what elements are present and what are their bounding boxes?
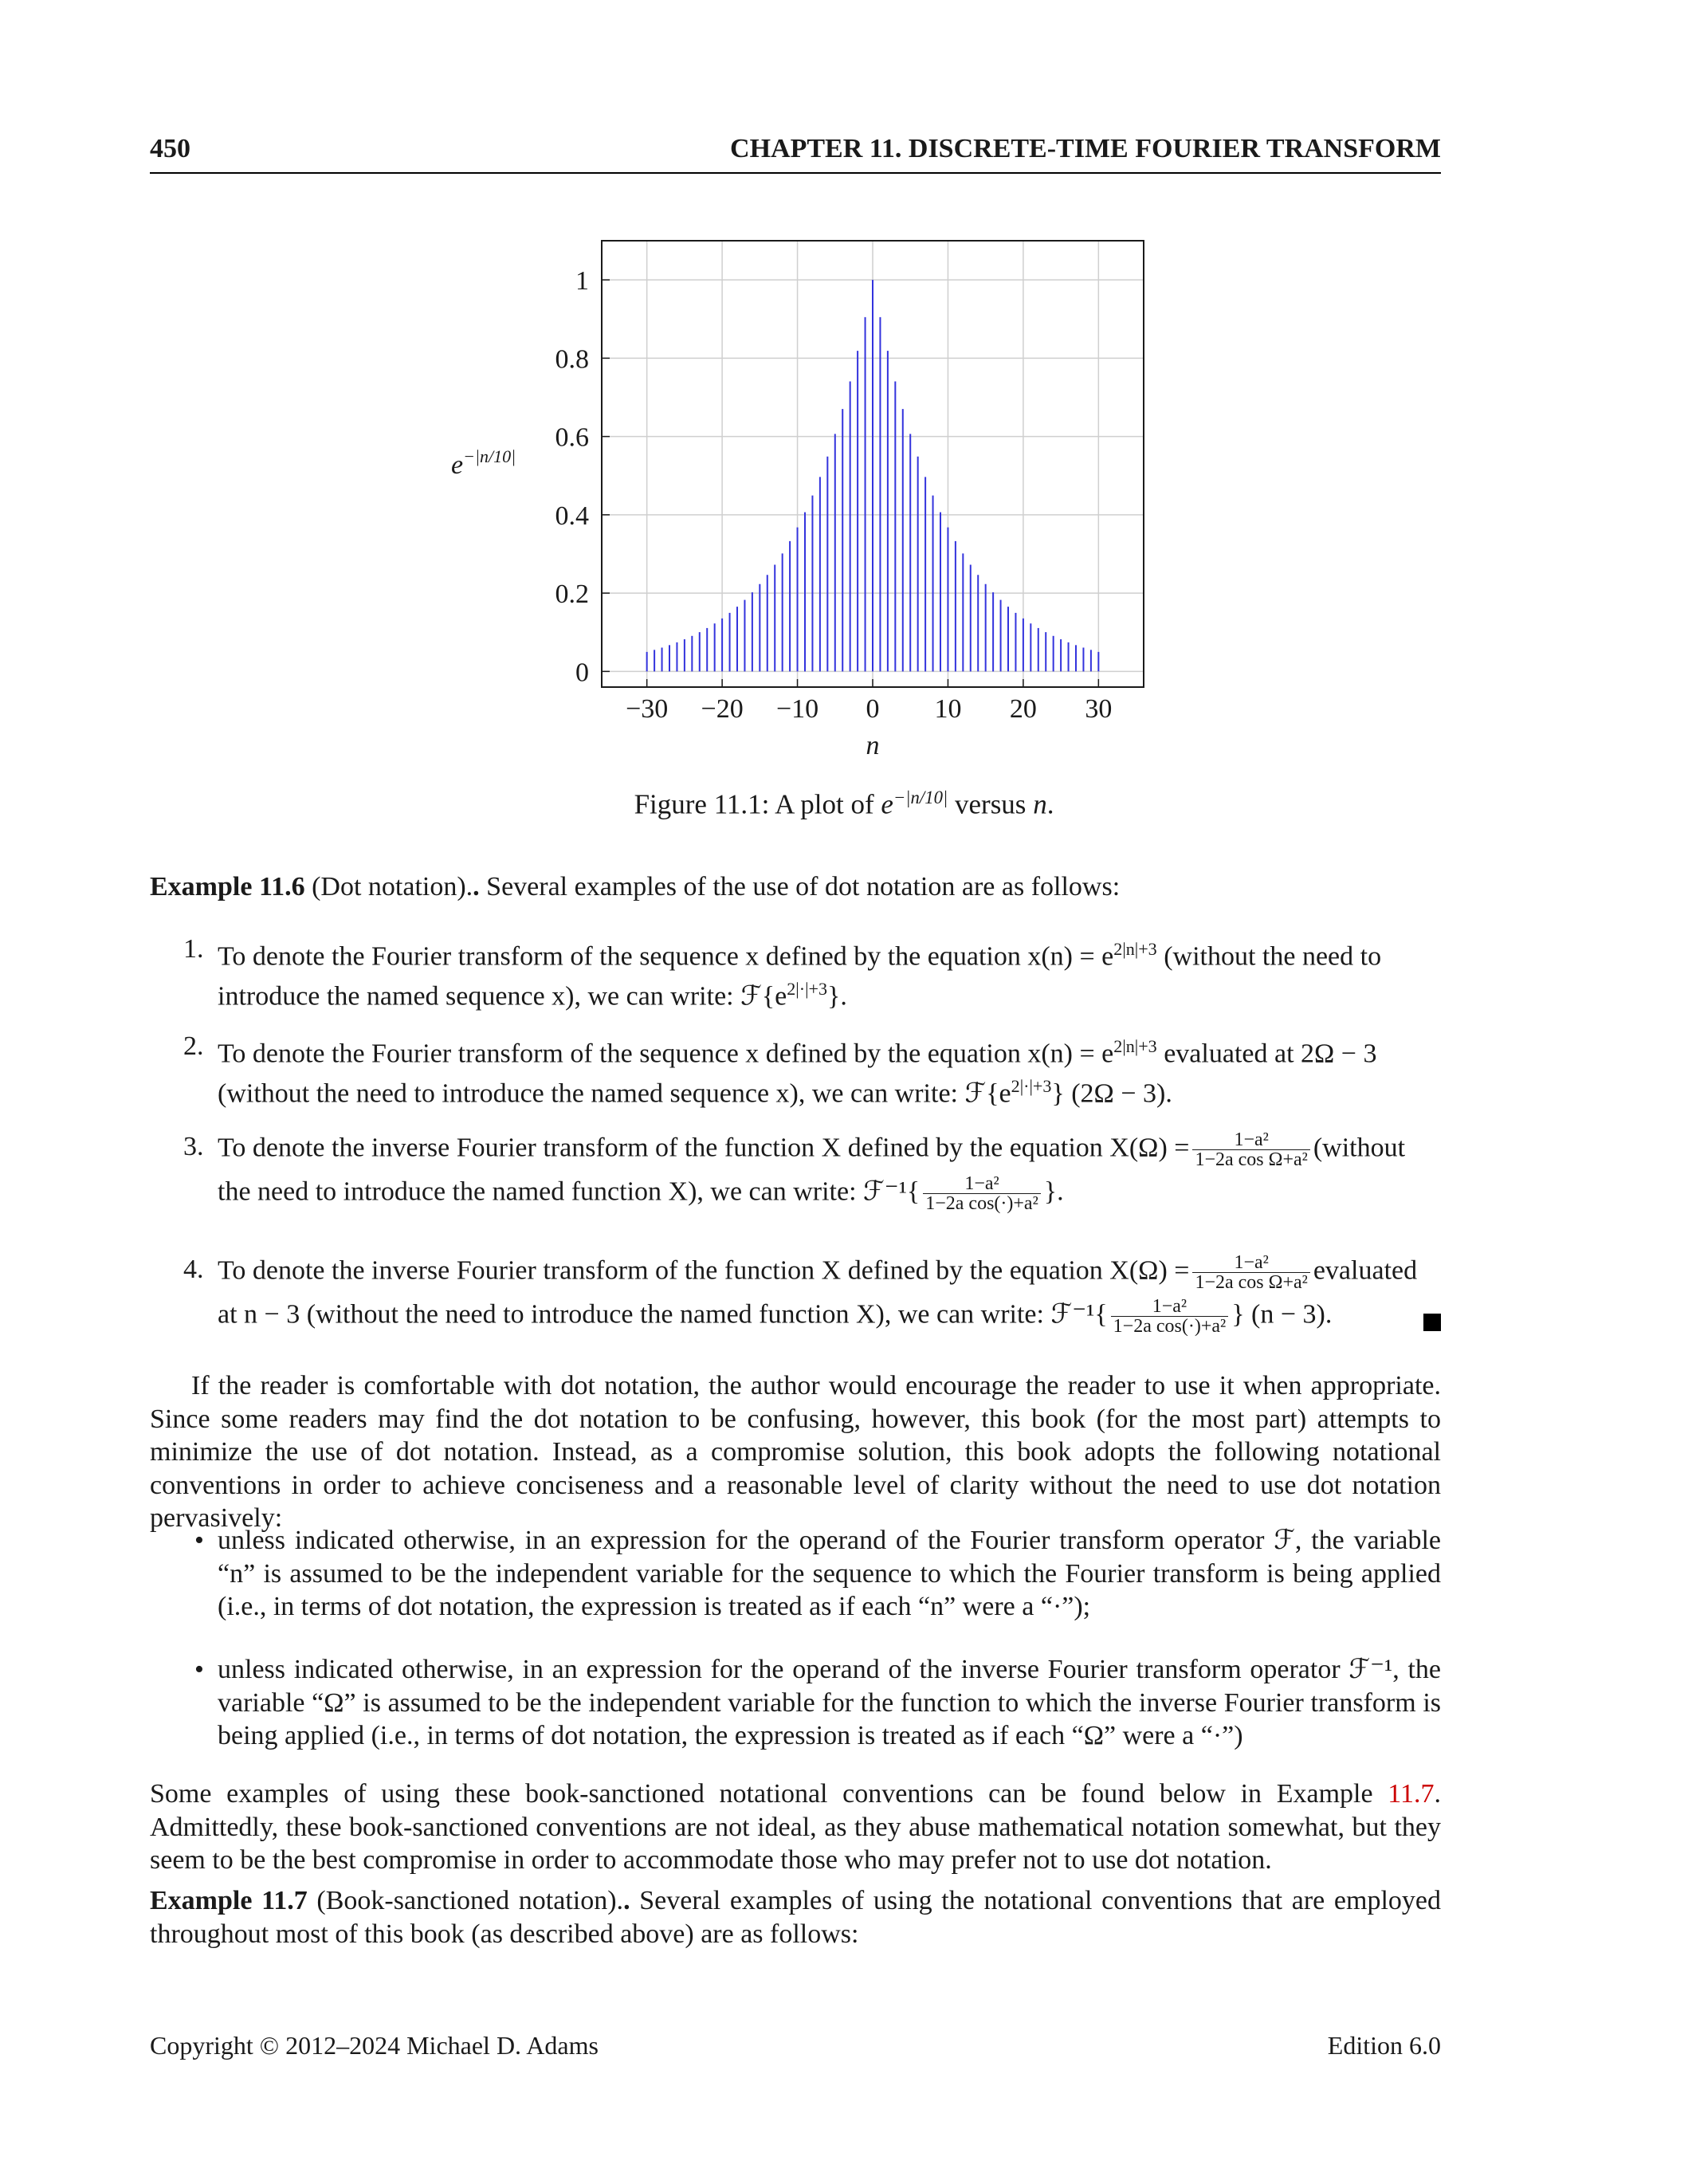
- item-text: (without: [1313, 1133, 1406, 1163]
- caption-prefix: Figure 11.1: A plot of: [634, 788, 881, 820]
- item-text: evaluated at 2Ω − 3: [1156, 1039, 1377, 1069]
- x-tick-label: −30: [626, 694, 669, 724]
- item-text: }.: [827, 981, 847, 1011]
- example-title: Example 11.7: [150, 1886, 308, 1915]
- example-subtitle: (Dot notation).: [304, 872, 473, 901]
- fraction: $\frac{\text{1−a²}}{\text{1−2a cos Ω+a²}}$: [1192, 1130, 1309, 1169]
- item-text: }.: [1043, 1176, 1064, 1207]
- page-number: 450: [150, 134, 190, 163]
- running-header: [150, 134, 1441, 174]
- item-sup: 2|n|+3: [1113, 939, 1157, 959]
- y-tick-label: 1: [575, 266, 589, 297]
- fraction: $\frac{\text{1−a²}}{\text{1−2a cos(·)+a²}}$: [923, 1174, 1041, 1213]
- example-intro: Several examples of the use of dot notation are as follows:: [486, 872, 1121, 901]
- item-text: To denote the Fourier transform of the sequence x defined by the equation x(n) = e: [218, 1039, 1114, 1069]
- item-text: } (2Ω − 3).: [1051, 1078, 1172, 1109]
- x-tick-label: −10: [775, 694, 819, 724]
- item-text: To denote the Fourier transform of the sequence x defined by the equation x(n) = e: [218, 941, 1114, 972]
- item-text: } (n − 3).: [1231, 1299, 1333, 1330]
- y-tick-label: 0: [575, 658, 589, 688]
- x-tick-label: 10: [934, 694, 962, 724]
- example-11-7-heading: Example 11.7 (Book-sanctioned notation).. Several examples of using the notational conventions that are employed throughout most of this book (as described above) are as follows:: [150, 1886, 1441, 1949]
- y-label-exponent: −|n/10|: [463, 446, 516, 466]
- caption-end: .: [1046, 788, 1054, 820]
- item-sup: 2|·|+3: [787, 979, 828, 1000]
- copyright: Copyright © 2012–2024 Michael D. Adams: [150, 2031, 599, 2060]
- item-number: 2.: [183, 1031, 204, 1061]
- y-tick-label: 0.4: [555, 501, 589, 531]
- chart-ticks: [555, 266, 1113, 724]
- example-intro: Several examples of using the notational conventions that are employed throughout most of this book (as described above) are as follows:: [150, 1886, 1441, 1949]
- item-number: 4.: [183, 1255, 204, 1284]
- fraction: $\frac{\text{1−a²}}{\text{1−2a cos(·)+a²}}$: [1111, 1297, 1229, 1336]
- y-axis-label: [451, 446, 516, 480]
- item-sup: 2|n|+3: [1113, 1036, 1157, 1056]
- figure-caption: [0, 788, 1688, 821]
- x-tick-label: −20: [701, 694, 744, 724]
- y-tick-label: 0.6: [555, 422, 589, 453]
- stem-plot: [430, 231, 1148, 773]
- y-label-base: e: [451, 450, 464, 480]
- chapter-title: CHAPTER 11. DISCRETE-TIME FOURIER TRANSFORM: [730, 134, 1441, 163]
- edition: Edition 6.0: [1327, 2031, 1441, 2060]
- y-tick-label: 0.8: [555, 344, 589, 375]
- fraction: $\frac{\text{1−a²}}{\text{1−2a cos Ω+a²}}$: [1192, 1253, 1309, 1292]
- y-tick-label: 0.2: [555, 579, 589, 610]
- item-text: the need to introduce the named function X), we can write: ℱ⁻¹{: [218, 1176, 921, 1207]
- caption-var: n: [1033, 788, 1047, 820]
- item-number: 3.: [183, 1132, 204, 1161]
- qed-symbol: [1423, 1314, 1441, 1331]
- bullet-dot: •: [194, 1526, 204, 1555]
- x-axis-label: n: [866, 731, 880, 760]
- example-11-6-heading: Example 11.6 (Dot notation).. Several examples of the use of dot notation are as follows:: [150, 872, 1121, 901]
- x-tick-label: 0: [866, 694, 880, 724]
- example-link[interactable]: 11.7: [1388, 1779, 1435, 1809]
- bullet-text: unless indicated otherwise, in an expression for the operand of the Fourier transform operator ℱ, the variable “n” is assumed to be the independent variable for the sequence to which the Fourier transform is being applied (i.e., in terms of dot notation, the expression is treated as if each “n” were a “·”);: [218, 1526, 1441, 1621]
- item-sup: 2|·|+3: [1011, 1076, 1052, 1097]
- chart-stems: [647, 280, 1099, 671]
- item-number: 1.: [183, 934, 204, 964]
- item-text: To denote the inverse Fourier transform of the function X defined by the equation X(Ω) =: [218, 1255, 1190, 1286]
- bullet-dot: •: [194, 1655, 204, 1684]
- item-text: (without the need to introduce the named sequence x), we can write: ℱ{e: [218, 1078, 1011, 1109]
- item-text: at n − 3 (without the need to introduce the named function X), we can write: ℱ⁻¹{: [218, 1299, 1108, 1330]
- caption-mid: versus: [948, 788, 1034, 820]
- x-tick-label: 20: [1009, 694, 1037, 724]
- caption-expr: e: [881, 788, 893, 820]
- paragraph: If the reader is comfortable with dot notation, the author would encourage the reader to use it when appropriate. Since some readers may find the dot notation to be confusing, however, this book (for the most part) attempts to minimize the use of dot notation. Instead, as a compromise solution, this book adopts the following notational conventions in order to achieve conciseness and a reasonable level of clarity without the need to use dot notation pervasively:: [150, 1371, 1441, 1533]
- item-text: introduce the named sequence x), we can write: ℱ{e: [218, 981, 787, 1011]
- bullet-text: unless indicated otherwise, in an expression for the operand of the inverse Fourier transform operator ℱ⁻¹, the variable “Ω” is assumed to be the independent variable for the function to which the inverse Fourier transform is being applied (i.e., in terms of dot notation, the expression is treated as if each “Ω” were a “·”): [218, 1655, 1441, 1750]
- caption-exponent: −|n/10|: [893, 788, 948, 807]
- item-text: evaluated: [1313, 1255, 1418, 1286]
- x-tick-label: 30: [1085, 694, 1113, 724]
- item-text: To denote the inverse Fourier transform of the function X defined by the equation X(Ω) =: [218, 1133, 1190, 1163]
- example-subtitle: (Book-sanctioned notation).: [307, 1886, 624, 1915]
- paragraph: Some examples of using these book-sanctioned notational conventions can be found below in Example 11.7. Admittedly, these book-sanctioned conventions are not ideal, as they abuse mathematical notation somewhat, but they seem to be the best compromise in order to accommodate those who may prefer not to use dot notation.: [150, 1779, 1441, 1875]
- example-title: Example 11.6: [150, 872, 305, 901]
- item-text: (without the need to: [1156, 941, 1382, 972]
